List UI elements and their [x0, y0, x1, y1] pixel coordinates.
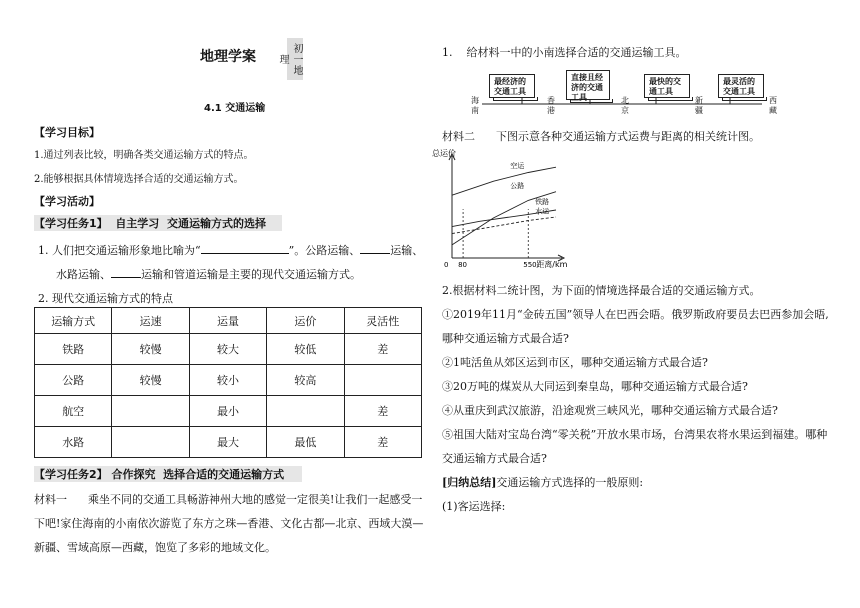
task1-q1-line1 [38, 242, 423, 258]
grade-label: 初一地理 [287, 38, 303, 80]
series-label: 铁路 [535, 197, 550, 206]
series-label: 水运 [535, 207, 550, 216]
objectives-heading: 【学习目标】 [34, 126, 100, 139]
table-row [35, 334, 422, 365]
city-xizang: 西藏 [769, 96, 777, 115]
page-title: 地理学案 [200, 49, 256, 65]
table-cell: 铁路 [35, 334, 112, 365]
x-tick-label: 550 [523, 261, 537, 269]
scenario-5-line: 交通运输方式最合适? [442, 452, 547, 465]
fill-blank-1[interactable] [201, 253, 289, 254]
task2-heading: 【学习任务2】 合作探究 选择合适的交通运输方式 [34, 466, 302, 482]
table-cell[interactable]: 最小 [189, 396, 266, 427]
fill-blank-2[interactable] [360, 253, 390, 254]
cost-distance-chart [432, 146, 572, 274]
series-label: 空运 [510, 162, 525, 171]
scenario-5-line: ⑤祖国大陆对宝岛台湾“零关税”开放水果市场，台湾果农将水果运到福建。哪种 [442, 428, 828, 441]
route-diagram [470, 66, 790, 116]
x-tick-label: 0 [444, 261, 449, 269]
table-cell[interactable] [112, 396, 189, 427]
q1-text-e: 运输和管道运输是主要的现代交通运输方式。 [141, 268, 361, 281]
table-cell[interactable]: 较慢 [112, 334, 189, 365]
table-cell[interactable]: 较高 [267, 365, 344, 396]
q1-text-b: ”。公路运输、 [288, 244, 361, 257]
q1-text-d: 水路运输、 [56, 268, 111, 281]
right-q2: 2.根据材料二统计图，为下面的情境选择最合适的交通运输方式。 [442, 284, 761, 297]
table-row [35, 396, 422, 427]
table-header: 运速 [112, 308, 189, 334]
objective-item: 1.通过列表比较，明确各类交通运输方式的特点。 [34, 150, 254, 161]
table-header-row [35, 308, 422, 334]
features-table [34, 307, 422, 458]
table-cell[interactable] [267, 396, 344, 427]
table-cell: 航空 [35, 396, 112, 427]
material1-line: 材料一 乘坐不同的交通工具畅游神州大地的感觉一定很美!让我们一起感受一 [34, 493, 423, 506]
right-q1: 1. 给材料一中的小南选择合适的交通运输工具。 [442, 46, 687, 59]
route-box-direct: 直接且经济的交通工具 [566, 70, 610, 100]
table-cell[interactable]: 较小 [189, 365, 266, 396]
city-hongkong: 香港 [547, 96, 555, 115]
route-box-fastest: 最快的交通工具 [644, 74, 690, 98]
table-cell: 水路 [35, 427, 112, 458]
table-cell: 公路 [35, 365, 112, 396]
table-cell[interactable] [112, 427, 189, 458]
x-axis-label: 距离/km [536, 260, 568, 269]
scenario-4: ④从重庆到武汉旅游，沿途观赏三峡风光，哪种交通运输方式最合适? [442, 404, 778, 417]
fill-blank-3[interactable] [111, 277, 141, 278]
city-hainan: 海南 [471, 96, 479, 115]
series-line [452, 167, 556, 195]
table-cell[interactable]: 最低 [267, 427, 344, 458]
task1-q1-line2 [56, 266, 361, 282]
lesson-title: 4.1 交通运输 [204, 103, 266, 114]
x-tick-label: 80 [458, 261, 468, 269]
summary-item: (1)客运选择: [442, 500, 506, 513]
table-header: 运价 [267, 308, 344, 334]
scenario-3: ③20万吨的煤炭从大同运到秦皇岛，哪种交通运输方式最合适? [442, 380, 748, 393]
material2-text: 材料二 下图示意各种交通运输方式运费与距离的相关统计图。 [442, 130, 760, 143]
route-box-cheapest: 最经济的交通工具 [489, 74, 535, 98]
summary-label: [归纳总结] [442, 476, 497, 489]
table-cell[interactable]: 较低 [267, 334, 344, 365]
city-beijing: 北京 [621, 96, 629, 115]
table-cell[interactable]: 较慢 [112, 365, 189, 396]
city-xinjiang: 新疆 [695, 96, 703, 115]
table-header: 灵活性 [344, 308, 421, 334]
summary [442, 474, 643, 490]
table-header: 运量 [189, 308, 266, 334]
objective-item: 2.能够根据具体情境选择合适的交通运输方式。 [34, 174, 244, 185]
q1-text-a: 1. 人们把交通运输形象地比喻为“ [38, 244, 201, 257]
series-line [452, 217, 556, 234]
table-row [35, 365, 422, 396]
task1-q2: 2. 现代交通运输方式的特点 [38, 292, 173, 305]
route-box-flexible: 最灵活的交通工具 [718, 74, 764, 98]
table-cell[interactable]: 差 [344, 334, 421, 365]
table-cell[interactable]: 较大 [189, 334, 266, 365]
y-axis-label: 总运价 [432, 149, 456, 158]
scenario-1-line: 哪种交通运输方式最合适? [442, 332, 569, 345]
scenario-2: ②1吨活鱼从郊区运到市区，哪种交通运输方式最合适? [442, 356, 708, 369]
summary-text: 交通运输方式选择的一般原则: [496, 476, 644, 489]
table-header: 运输方式 [35, 308, 112, 334]
series-label: 公路 [510, 182, 525, 191]
table-cell[interactable] [344, 365, 421, 396]
task1-heading: 【学习任务1】 自主学习 交通运输方式的选择 [34, 215, 282, 231]
table-cell[interactable]: 最大 [189, 427, 266, 458]
table-row [35, 427, 422, 458]
table-cell[interactable]: 差 [344, 396, 421, 427]
material1-line: 下吧!家住海南的小南依次游览了东方之珠—香港、文化古都—北京、西域大漠— [34, 517, 424, 530]
activities-heading: 【学习活动】 [34, 195, 100, 208]
material1-line: 新疆、雪域高原—西藏，饱览了多彩的地域文化。 [34, 541, 276, 554]
scenario-1-line: ①2019年11月“金砖五国”领导人在巴西会晤。俄罗斯政府要员去巴西参加会晤, [442, 308, 829, 321]
table-cell[interactable]: 差 [344, 427, 421, 458]
q1-text-c: 运输、 [390, 244, 424, 257]
